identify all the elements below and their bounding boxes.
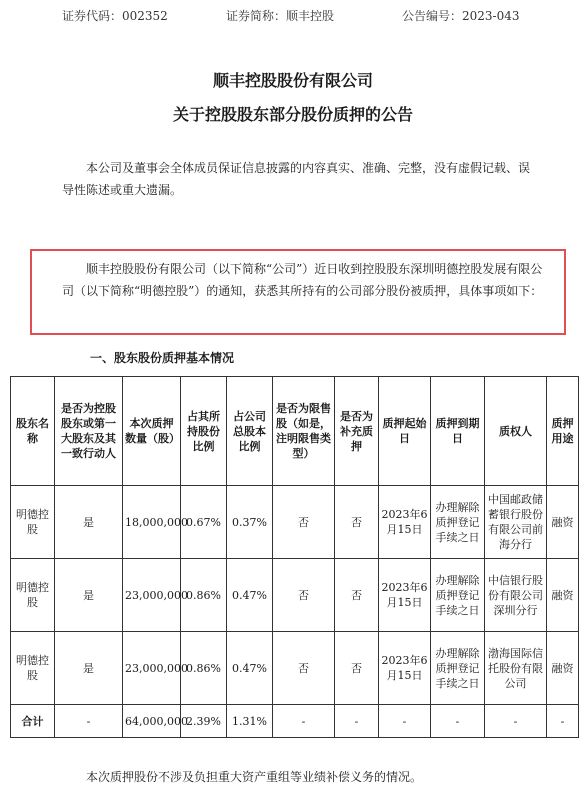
cell-controlling: 是 [55, 632, 123, 705]
cell-pledge-amount: 18,000,000 [123, 486, 181, 559]
cell-pledge-amount: 23,000,000 [123, 632, 181, 705]
header-end-date: 质押到期日 [431, 377, 485, 486]
total-total-ratio: 1.31% [227, 705, 273, 738]
header-restricted: 是否为限售股（如是，注明限售类型） [273, 377, 335, 486]
total-end-date: - [431, 705, 485, 738]
cell-purpose: 融资 [547, 632, 579, 705]
cell-start-date: 2023年6月15日 [379, 632, 431, 705]
header-pledgee: 质权人 [485, 377, 547, 486]
cell-controlling: 是 [55, 559, 123, 632]
header-pledge-amount: 本次质押数量（股） [123, 377, 181, 486]
cell-supplementary: 否 [335, 559, 379, 632]
total-pledge-amount: 64,000,000 [123, 705, 181, 738]
header-start-date: 质押起始日 [379, 377, 431, 486]
total-supplementary: - [335, 705, 379, 738]
cell-shareholder: 明德控股 [11, 559, 55, 632]
header-total-ratio: 占公司总股本比例 [227, 377, 273, 486]
cell-total-ratio: 0.47% [227, 632, 273, 705]
cell-purpose: 融资 [547, 559, 579, 632]
notice-title: 关于控股股东部分股份质押的公告 [172, 105, 413, 124]
table-row [11, 632, 579, 705]
cell-held-ratio: 0.86% [181, 632, 227, 705]
total-pledgee: - [485, 705, 547, 738]
cell-start-date: 2023年6月15日 [379, 486, 431, 559]
total-controlling: - [55, 705, 123, 738]
table-total-row [11, 705, 579, 738]
cell-pledgee: 中国邮政储蓄银行股份有限公司前海分行 [485, 486, 547, 559]
table-row [11, 486, 579, 559]
cell-supplementary: 否 [335, 632, 379, 705]
cell-start-date: 2023年6月15日 [379, 559, 431, 632]
company-title: 顺丰控股股份有限公司 [212, 71, 373, 90]
cell-shareholder: 明德控股 [11, 632, 55, 705]
cell-held-ratio: 0.67% [181, 486, 227, 559]
section-title: 一、股东股份质押基本情况 [90, 351, 235, 365]
notice-number: 公告编号：2023-043 [402, 9, 520, 23]
header-shareholder: 股东名称 [11, 377, 55, 486]
cell-supplementary: 否 [335, 486, 379, 559]
header-supplementary: 是否为补充质押 [335, 377, 379, 486]
intro-paragraph: 顺丰控股股份有限公司（以下简称“公司”）近日收到控股股东深圳明德控股发展有限公司（以下简称“明德控股”）的通知，获悉其所持有的公司部分股份被质押，具体事项如下： [62, 262, 543, 298]
document-header [0, 7, 586, 27]
cell-total-ratio: 0.47% [227, 559, 273, 632]
stock-short-name: 证券简称：顺丰控股 [226, 9, 335, 23]
cell-held-ratio: 0.86% [181, 559, 227, 632]
pledge-table [10, 376, 579, 738]
cell-restricted: 否 [273, 559, 335, 632]
cell-purpose: 融资 [547, 486, 579, 559]
header-held-ratio: 占其所持股份比例 [181, 377, 227, 486]
total-held-ratio: 2.39% [181, 705, 227, 738]
cell-pledgee: 渤海国际信托股份有限公司 [485, 632, 547, 705]
cell-total-ratio: 0.37% [227, 486, 273, 559]
total-start-date: - [379, 705, 431, 738]
cell-restricted: 否 [273, 632, 335, 705]
stock-code: 证券代码：002352 [62, 9, 168, 23]
total-restricted: - [273, 705, 335, 738]
total-purpose: - [547, 705, 579, 738]
cell-controlling: 是 [55, 486, 123, 559]
cell-restricted: 否 [273, 486, 335, 559]
total-label: 合计 [11, 705, 55, 738]
cell-end-date: 办理解除质押登记手续之日 [431, 559, 485, 632]
header-controlling: 是否为控股股东或第一大股东及其一致行动人 [55, 377, 123, 486]
table-row [11, 559, 579, 632]
cell-end-date: 办理解除质押登记手续之日 [431, 632, 485, 705]
header-purpose: 质押用途 [547, 377, 579, 486]
board-statement: 本公司及董事会全体成员保证信息披露的内容真实、准确、完整，没有虚假记载、误导性陈述或重大遗漏。 [62, 161, 531, 197]
table-header-row [11, 377, 579, 486]
cell-end-date: 办理解除质押登记手续之日 [431, 486, 485, 559]
cell-pledge-amount: 23,000,000 [123, 559, 181, 632]
footer-note: 本次质押股份不涉及负担重大资产重组等业绩补偿义务的情况。 [86, 770, 423, 784]
cell-shareholder: 明德控股 [11, 486, 55, 559]
cell-pledgee: 中信银行股份有限公司深圳分行 [485, 559, 547, 632]
